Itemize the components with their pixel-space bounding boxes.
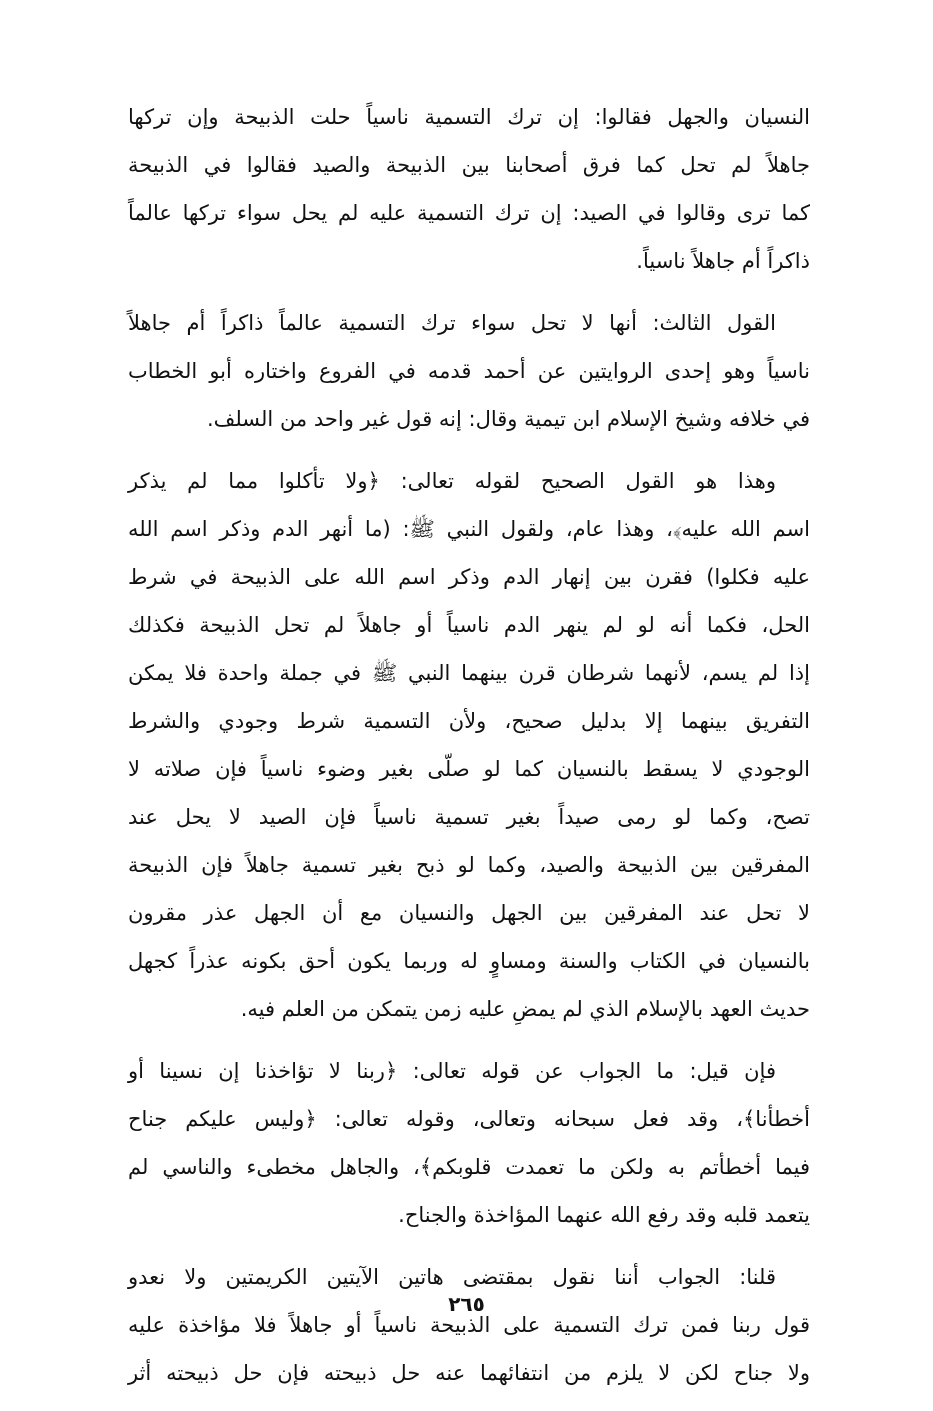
text-line: قول ربنا فمن ترك التسمية على الذبيحة ناسياً أو جاهلاً فلا مؤاخذة عليه [128, 1313, 810, 1337]
paragraph-5 [128, 1253, 810, 1397]
text-line: فإن قيل: ما الجواب عن قوله تعالى: ﴿ربنا لا تؤاخذنا إن نسينا أو [128, 1059, 776, 1083]
text-line: تصح، وكما لو رمى صيداً بغير تسمية ناسياً فإن الصيد لا يحل عند [128, 805, 810, 829]
text-line: بالنسيان في الكتاب والسنة ومساوٍ له وربما يكون أحق بكونه عذراً كجهل [128, 949, 810, 973]
text-line: الحل، فكما أنه لو لم ينهر الدم ناسياً أو جاهلاً لم تحل الذبيحة فكذلك [128, 613, 810, 637]
text-line: وهذا هو القول الصحيح لقوله تعالى: ﴿ولا تأكلوا مما لم يذكر [128, 469, 776, 493]
paragraph-3 [128, 457, 810, 1033]
text-line: قلنا: الجواب أننا نقول بمقتضى هاتين الآيتين الكريمتين ولا نعدو [128, 1265, 776, 1289]
text-line: كما ترى وقالوا في الصيد: إن ترك التسمية عليه لم يحل سواء تركها عالماً [128, 201, 810, 225]
text-line: اسم الله عليه﴾، وهذا عام، ولقول النبي ﷺ: (ما أنهر الدم وذكر اسم الله [128, 517, 810, 541]
paragraph-1 [128, 93, 810, 285]
paragraph-2 [128, 299, 810, 443]
text-line: الوجودي لا يسقط بالنسيان كما لو صلّى بغير وضوء ناسياً فإن صلاته لا [128, 757, 810, 781]
text-line: حديث العهد بالإسلام الذي لم يمضِ عليه زمن يتمكن من العلم فيه. [240, 997, 810, 1021]
page-body [128, 93, 810, 1411]
text-line: عليه فكلوا) فقرن بين إنهار الدم وذكر اسم الله على الذبيحة في شرط [128, 565, 810, 589]
text-line: ذاكراً أم جاهلاً ناسياً. [636, 249, 810, 273]
text-line: إذا لم يسم، لأنهما شرطان قرن بينهما النبي ﷺ في جملة واحدة فلا يمكن [128, 661, 810, 685]
paragraph-4 [128, 1047, 810, 1239]
text-line: المفرقين بين الذبيحة والصيد، وكما لو ذبح بغير تسمية جاهلاً فإن الذبيحة [128, 853, 810, 877]
text-line: فيما أخطأتم به ولكن ما تعمدت قلوبكم﴾، والجاهل مخطىء والناسي لم [128, 1155, 810, 1179]
text-line: التفريق بينهما إلا بدليل صحيح، ولأن التسمية شرط وجودي والشرط [128, 709, 810, 733]
page-number: ٢٦٥ [448, 1292, 485, 1316]
text-line: أخطأنا﴾، وقد فعل سبحانه وتعالى، وقوله تعالى: ﴿وليس عليكم جناح [128, 1107, 810, 1131]
text-line: لا تحل عند المفرقين بين الجهل والنسيان مع أن الجهل عذر مقرون [128, 901, 810, 925]
text-line: النسيان والجهل فقالوا: إن ترك التسمية ناسياً حلت الذبيحة وإن تركها [128, 105, 810, 129]
text-line: في خلافه وشيخ الإسلام ابن تيمية وقال: إنه قول غير واحد من السلف. [206, 407, 810, 431]
text-line: ناسياً وهو إحدى الروايتين عن أحمد قدمه في الفروع واختاره أبو الخطاب [128, 359, 810, 383]
text-line: القول الثالث: أنها لا تحل سواء ترك التسمية عالماً ذاكراً أم جاهلاً [128, 311, 776, 335]
text-line: يتعمد قلبه وقد رفع الله عنهما المؤاخذة والجناح. [398, 1203, 810, 1227]
text-line: ولا جناح لكن لا يلزم من انتفائهما عنه حل ذبيحته فإن حل ذبيحته أثر [128, 1361, 810, 1385]
text-line: جاهلاً لم تحل كما فرق أصحابنا بين الذبيحة والصيد فقالوا في الذبيحة [128, 153, 810, 177]
